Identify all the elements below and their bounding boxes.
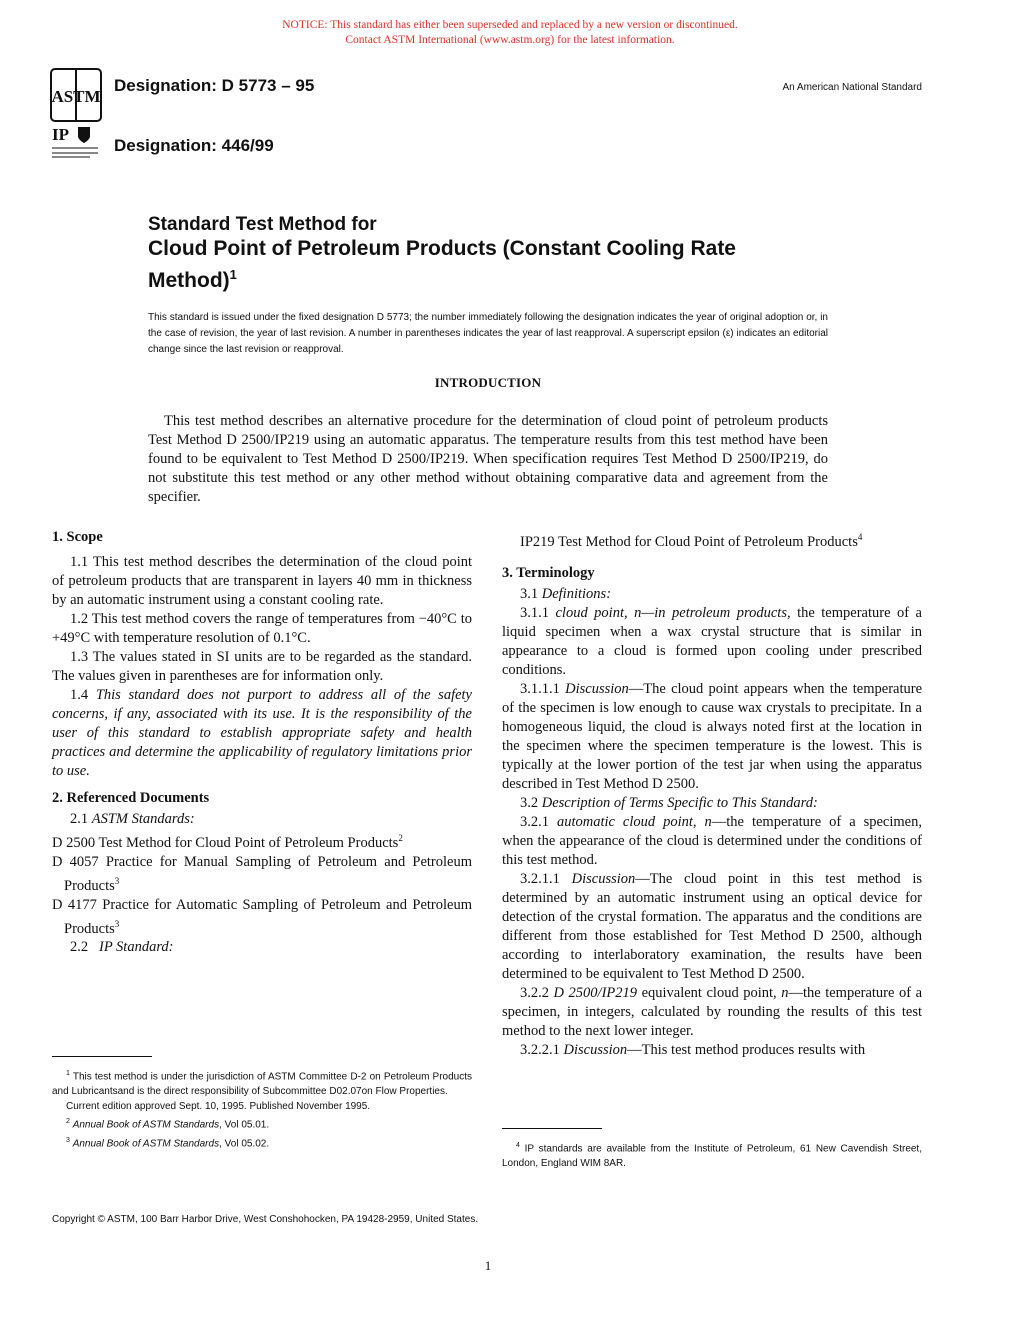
terminology-heading: 3. Terminology (502, 564, 595, 581)
para-3-2-2 (502, 984, 922, 1041)
copyright-line: Copyright © ASTM, 100 Barr Harbor Drive, West Conshohocken, PA 19428-2959, United States. (52, 1214, 479, 1225)
footnote-3-title: Annual Book of ASTM Standards (72, 1137, 220, 1149)
referenced-documents-heading: 2. Referenced Documents (52, 790, 210, 806)
footnotes-right (502, 1138, 922, 1171)
para-3-2-2-1-text: —This test method produces results with (627, 1041, 866, 1058)
footnote-rule-right (502, 1128, 602, 1129)
footnotes-left (52, 1066, 472, 1151)
para-3-2-1-1-label: Discussion (571, 870, 636, 887)
notice-line-2: Contact ASTM International (www.astm.org) for the latest information. (345, 34, 675, 46)
left-column (52, 528, 472, 957)
footnote-2-vol: , Vol 05.01. (219, 1119, 270, 1131)
para-3-1 (502, 585, 922, 604)
footnote-rule-left (52, 1056, 152, 1057)
para-3-2-1-1-text: —The cloud point in this test method is determined by an automatic instrument using an optical device for detection of the crystal formation. The apparatus and the conditions are different from those established for Test Method D 2500, although according to interlaboratory examination, the results have been determined to be equivalent to Test Method D 2500. (502, 870, 922, 982)
footnote-2-title: Annual Book of ASTM Standards (72, 1119, 220, 1131)
ref-d4057-text: D 4057 Practice for Manual Sampling of Petroleum and Petroleum Products (52, 853, 472, 894)
para-2-2 (52, 938, 472, 957)
ref-d2500-sup: 2 (398, 833, 403, 843)
introduction-text: This test method describes an alternative procedure for the determination of cloud point of petroleum products Test Method D 2500/IP219 using an automatic apparatus. The temperature results from this test method have been found to be equivalent to Test Method D 2500/IP219. When specification requires Test Method D 2500/IP219, do not substitute this test method or any other method without obtaining comparative data and agreement from the specifier. (148, 413, 828, 505)
page-number: 1 (484, 1258, 492, 1273)
ref-d4177-text: D 4177 Practice for Automatic Sampling of Petroleum and Petroleum Products (52, 896, 472, 937)
para-3-1-1-text: the temperature of a liquid specimen when a wax crystal structure that is similar in appearance to a cloud is formed upon cooling under prescribed conditions. (502, 604, 922, 678)
para-3-1-num: 3.1 (520, 585, 539, 602)
designation-ip: Designation: 446/99 (114, 136, 274, 155)
para-1-4-text: This standard does not purport to address all of the safety concerns, if any, associated with its use. It is the responsibility of the user of this standard to establish appropriate safety and health practices and determine the applicability of regulatory limitations prior to use. (52, 687, 472, 779)
astm-logo-text: ASTM (51, 87, 101, 106)
para-1-2: 1.2 This test method covers the range of temperatures from −40°C to +49°C with temperature resolution of 0.1°C. (52, 611, 472, 646)
para-3-2-2-term: D 2500/IP219 (553, 984, 638, 1001)
para-3-2 (502, 794, 922, 813)
ref-d4177 (52, 896, 472, 939)
footnote-2 (52, 1114, 472, 1132)
para-3-2-2-mid: equivalent cloud point, (637, 984, 782, 1001)
para-1-1: 1.1 This test method describes the determination of the cloud point of petroleum products that are transparent in layers 40 mm in thickness by an automatic instrument using a constant cooling rate. (52, 554, 472, 608)
para-3-2-label: Description of Terms Specific to This Standard: (541, 794, 818, 811)
astm-logo (50, 68, 102, 122)
para-3-2-num: 3.2 (520, 794, 539, 811)
footnote-1 (52, 1066, 472, 1099)
para-3-1-1-1-text: —The cloud point appears when the temperature of the specimen is low enough to cause wax crystals to precipitate. In a homogeneous liquid, the cloud is always noted first at the location in the specimen where the specimen temperature is the lowest. This is typically at the lower portion of the test jar when using the apparatus described in Test Method D 2500. (502, 680, 923, 792)
title-line-1: Standard Test Method for (148, 214, 377, 235)
ref-d4057-sup: 3 (114, 875, 120, 886)
scope-heading: 1. Scope (52, 529, 103, 545)
para-3-2-1 (502, 813, 922, 870)
para-3-1-1-1-label: Discussion (565, 680, 629, 697)
footnote-4-mark: 4 (516, 1142, 520, 1149)
para-3-2-1-1 (502, 870, 922, 984)
document-title (148, 214, 868, 294)
para-3-2-1-term: automatic cloud point, n (556, 813, 712, 830)
footnote-1-text: This test method is under the jurisdiction of ASTM Committee D-2 on Petroleum Products and Lubricantsand is the direct responsibility of Subcommittee D02.07on Flow Properties. (52, 1071, 472, 1098)
para-3-1-1-num: 3.1.1 (520, 604, 549, 621)
para-1-4-num: 1.4 (70, 687, 89, 703)
notice-line-1: NOTICE: This standard has either been superseded and replaced by a new version or discontinued. (282, 19, 738, 31)
para-2-1 (52, 810, 472, 829)
para-3-2-2-1-label: Discussion (563, 1041, 628, 1058)
footnote-2-mark: 2 (66, 1118, 70, 1126)
footnote-4 (502, 1138, 922, 1171)
footnote-3-mark: 3 (66, 1136, 70, 1144)
para-3-1-1-1-num: 3.1.1.1 (520, 680, 560, 697)
designation-astm: Designation: D 5773 – 95 (114, 76, 315, 95)
para-3-1-label: Definitions: (541, 585, 612, 602)
para-3-2-1-num: 3.2.1 (520, 813, 549, 830)
footnote-4-text: IP standards are available from the Institute of Petroleum, 61 New Cavendish Street, London, England WIM 8AR. (502, 1143, 922, 1170)
ip-logo (50, 124, 102, 160)
title-footnote-mark: 1 (229, 267, 237, 282)
ref-d4177-sup: 3 (114, 918, 120, 929)
ref-d2500-text: D 2500 Test Method for Cloud Point of Petroleum Products (52, 834, 399, 851)
para-3-2-1-text: —the temperature of a specimen, when the appearance of the cloud is determined under the conditions of this test method. (502, 813, 922, 868)
para-2-2-label: IP Standard: (99, 939, 174, 956)
american-national-standard: An American National Standard (782, 82, 922, 93)
para-2-2-num: 2.2 (70, 939, 89, 956)
para-3-2-2-n: n (781, 984, 789, 1001)
para-3-2-2-num: 3.2.2 (520, 984, 549, 1001)
supersede-notice (0, 18, 1020, 48)
ip-logo-text: IP (52, 125, 69, 144)
para-3-1-1 (502, 604, 922, 680)
footnote-1b: Current edition approved Sept. 10, 1995. Published November 1995. (66, 1101, 371, 1113)
para-2-1-label: ASTM Standards: (91, 811, 195, 827)
footnote-3 (52, 1133, 472, 1151)
para-1-4 (52, 686, 472, 781)
footnote-3-vol: , Vol 05.02. (219, 1137, 270, 1149)
ref-ip219-text: IP219 Test Method for Cloud Point of Petroleum Products (520, 533, 858, 550)
ref-ip219-sup: 4 (857, 532, 863, 542)
para-3-2-1-1-num: 3.2.1.1 (520, 870, 560, 887)
ref-d4057 (52, 853, 472, 896)
ref-d2500 (52, 829, 472, 853)
ref-ip219 (502, 528, 922, 552)
issued-note: This standard is issued under the fixed designation D 5773; the number immediately following the designation indicates the year of original adoption or, in the case of revision, the year of last revision. A number in parentheses indicates the year of last reapproval. A superscript epsilon (ε) indicates an editorial change since the last revision or reapproval. (148, 312, 828, 355)
para-1-3: 1.3 The values stated in SI units are to be regarded as the standard. The values given in parentheses are for information only. (52, 649, 472, 684)
para-3-2-2-1-num: 3.2.2.1 (520, 1041, 560, 1058)
para-3-1-1-1 (502, 680, 922, 794)
title-line-3: Method) (148, 269, 230, 292)
footnote-1-mark: 1 (66, 1070, 70, 1077)
para-3-1-1-term: cloud point, n—in petroleum products, (555, 604, 791, 621)
title-line-2: Cloud Point of Petroleum Products (Constant Cooling Rate (148, 237, 736, 260)
para-3-2-2-text: —the temperature of a specimen, in integers, calculated by rounding the results of this test method to the next lower integer. (502, 984, 923, 1039)
right-column (502, 528, 922, 1060)
introduction-heading: INTRODUCTION (434, 375, 542, 390)
para-2-1-num: 2.1 (70, 811, 89, 827)
para-3-2-2-1 (502, 1041, 922, 1060)
